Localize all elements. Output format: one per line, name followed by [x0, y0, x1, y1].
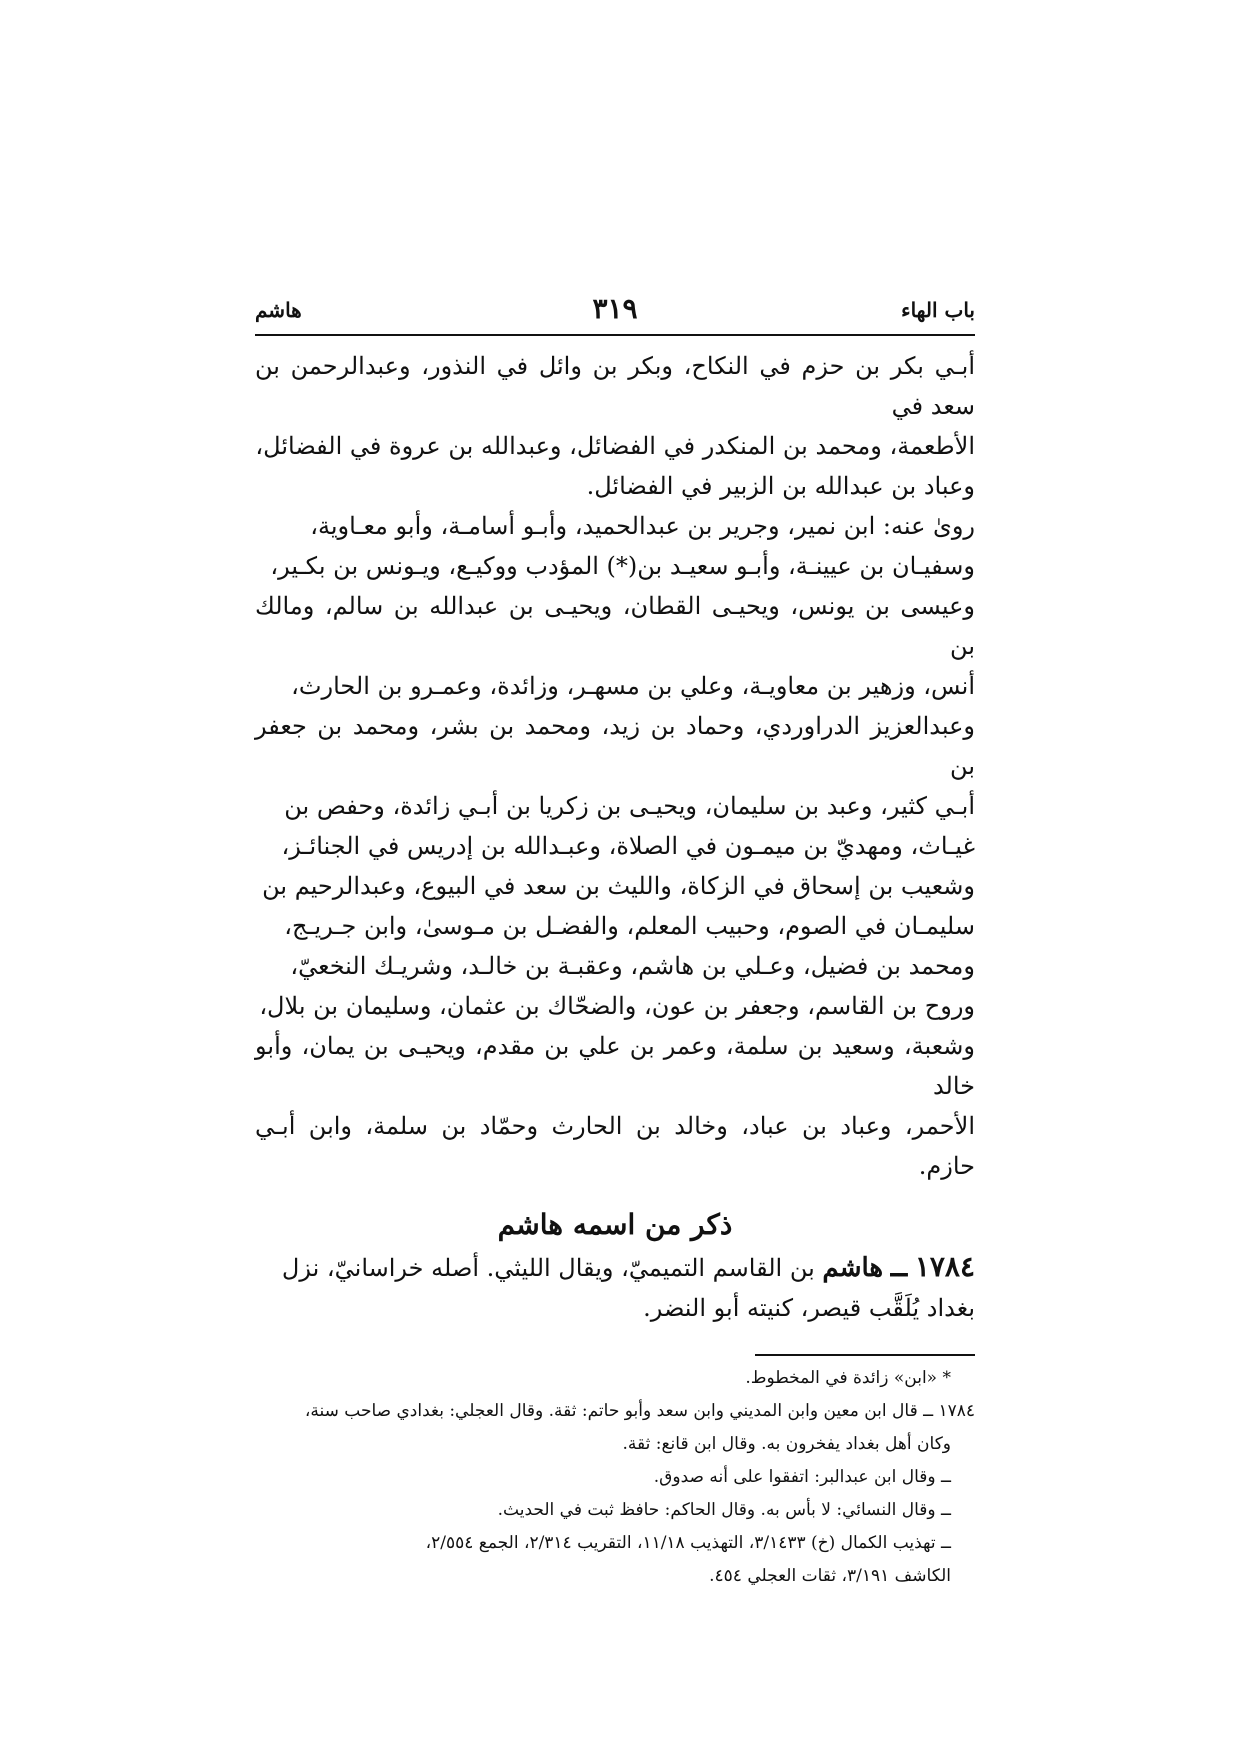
footnote-divider: [755, 1354, 975, 1356]
page-header: [255, 290, 975, 336]
text-line: الأحمر، وعباد بن عباد، وخالد بن الحارث وحمّاد بن سلمة، وابن أبـي حازم.: [255, 1112, 975, 1180]
footnote-line: ــ تهذيب الكمال (خ) ٣/١٤٣٣، التهذيب ١١/١٨، التقريب ٢/٣١٤، الجمع ٢/٥٥٤،: [425, 1533, 951, 1553]
text-line: أبـي كثير، وعبد بن سليمان، ويحيـى بن زكريا بن أبـي زائدة، وحفص بن: [284, 792, 975, 820]
text-line: وعبدالعزيز الدراوردي، وحماد بن زيد، ومحمد بن بشر، ومحمد بن جعفر بن: [255, 712, 975, 780]
entry-line-2: بغداد يُلَقَّب قيصر، كنيته أبو النضر.: [643, 1294, 975, 1322]
footnotes: [255, 1362, 975, 1593]
entry-number: ١٧٨٤: [914, 1250, 975, 1283]
text-line: روىٰ عنه: ابن نمير، وجرير بن عبدالحميد، وأبـو أسامـة، وأبو معـاوية،: [310, 512, 975, 540]
document-page: [255, 290, 975, 1593]
text-line: الأطعمة، ومحمد بن المنكدر في الفضائل، وعبدالله بن عروة في الفضائل،: [255, 432, 975, 460]
chapter-title: باب الهاء: [901, 298, 975, 322]
text-line: وعيسى بن يونس، ويحيـى القطان، ويحيـى بن عبدالله بن سالم، ومالك بن: [255, 592, 975, 660]
entry-line-1: [255, 1247, 975, 1288]
text-line: غيـاث، ومهديّ بن ميمـون في الصلاة، وعبـدالله بن إدريس في الجنائـز،: [281, 832, 975, 860]
text-line: أنس، وزهير بن معاويـة، وعلي بن مسهـر، وزائدة، وعمـرو بن الحارث،: [291, 672, 975, 700]
text-line: ومحمد بن فضيل، وعـلي بن هاشم، وعقبـة بن خالـد، وشريـك النخعيّ،: [290, 952, 975, 980]
entry-name: هاشم: [822, 1253, 884, 1283]
footnote-line: ــ وقال النسائي: لا بأس به. وقال الحاكم: حافظ ثبت في الحديث.: [497, 1500, 951, 1520]
text-line: وسفيـان بن عيينـة، وأبـو سعيـد بن(*) المؤدب ووكيـع، ويـونس بن بكـير،: [270, 552, 975, 580]
footnote-line: وكان أهل بغداد يفخرون به. وقال ابن قانع: ثقة.: [622, 1434, 951, 1454]
entry-text: بن القاسم التميميّ، ويقال الليثي. أصله خراسانيّ، نزل: [281, 1254, 815, 1282]
footnote-line: ١٧٨٤ ــ قال ابن معين وابن المديني وابن سعد وأبو حاتم: ثقة. وقال العجلي: بغدادي صاحب سنة،: [304, 1401, 975, 1421]
text-line: وشعبة، وسعيد بن سلمة، وعمر بن علي بن مقدم، ويحيـى بن يمان، وأبو خالد: [255, 1032, 975, 1100]
main-text: [255, 346, 975, 1186]
text-line: وعباد بن عبدالله بن الزبير في الفضائل.: [586, 472, 975, 500]
entry-dash: ــ: [890, 1250, 908, 1283]
biography-entry: [255, 1247, 975, 1328]
text-line: سليمـان في الصوم، وحبيب المعلم، والفضـل بن مـوسىٰ، وابن جـريـج،: [284, 912, 975, 940]
section-heading: ذكر من اسمه هاشم: [497, 1208, 733, 1241]
page-number: ٣١٩: [592, 292, 638, 325]
footnote-line: الكاشف ٣/١٩١، ثقات العجلي ٤٥٤.: [709, 1566, 951, 1586]
text-line: وروح بن القاسم، وجعفر بن عون، والضحّاك بن عثمان، وسليمان بن بلال،: [259, 992, 975, 1020]
text-line: أبـي بكر بن حزم في النكاح، وبكر بن وائل في النذور، وعبدالرحمن بن سعد في: [255, 352, 975, 420]
text-line: وشعيب بن إسحاق في الزكاة، والليث بن سعد في البيوع، وعبدالرحيم بن: [262, 872, 975, 900]
footnote-line: * «ابن» زائدة في المخطوط.: [745, 1368, 951, 1388]
footnote-line: ــ وقال ابن عبدالبر: اتفقوا على أنه صدوق.: [653, 1467, 951, 1487]
running-keyword: هاشم: [255, 298, 302, 322]
